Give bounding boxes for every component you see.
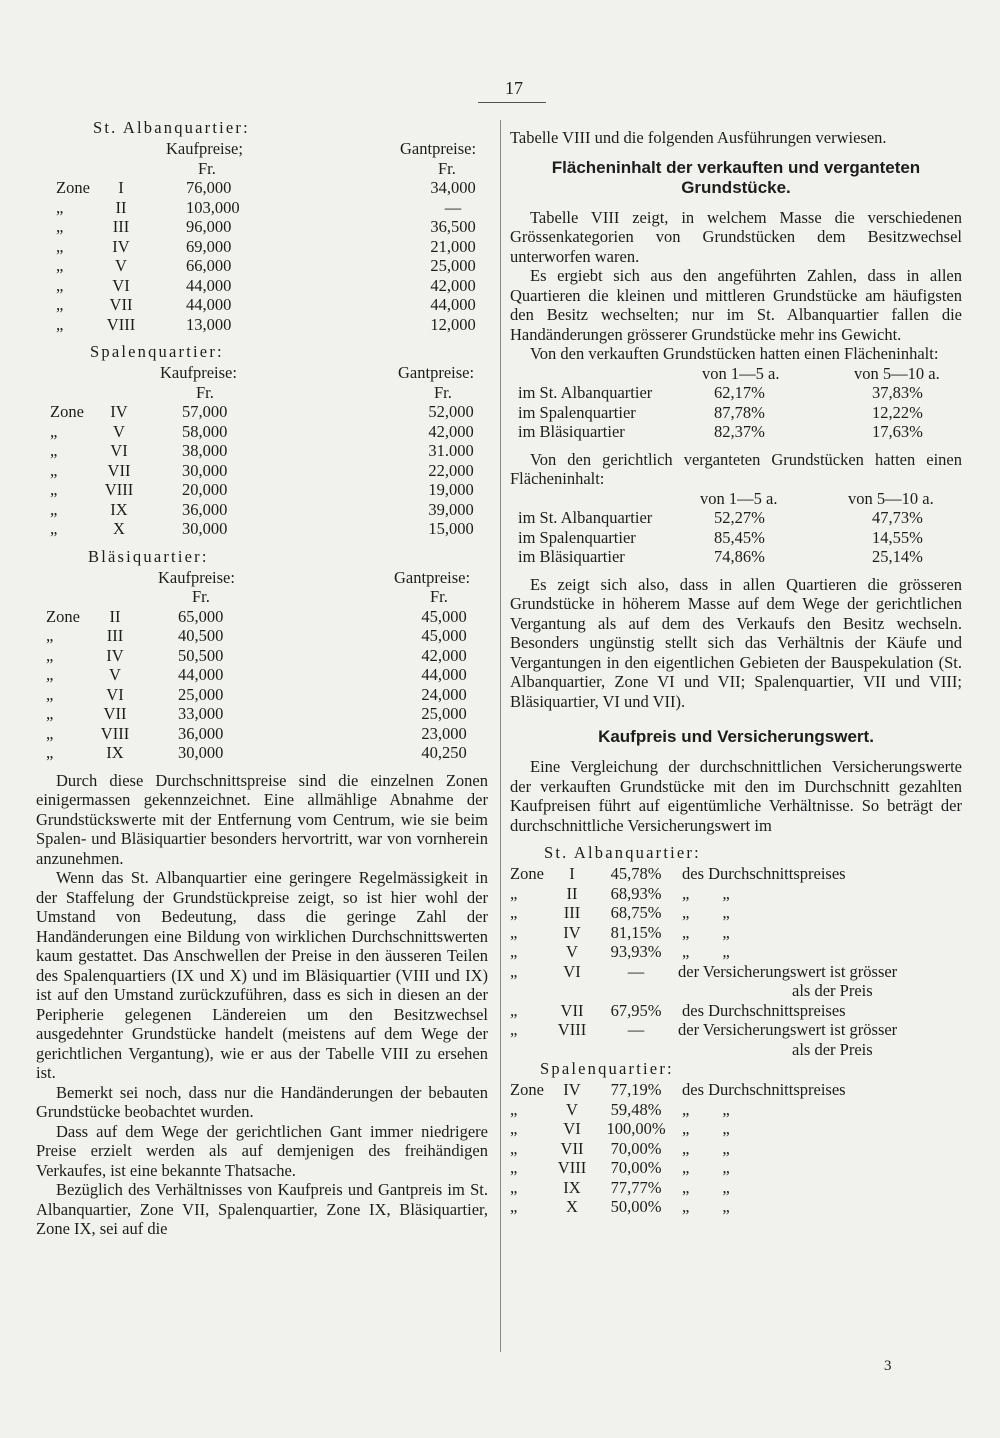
- percent-small: 82,37%: [714, 422, 765, 441]
- table-row: [510, 383, 962, 403]
- table-row: [36, 237, 488, 257]
- paragraph: Wenn das St. Albanquartier eine geringere Regelmässigkeit in der Staffelung der Grundstückpreise zeigt, so ist hier wohl der Umstand von Bedeutung, dass die geringe Zahl der Handänderungen eine Bildung von wirklichen Durchschnittswerten kaum gestattet. Das Anschwellen der Preise in den äusseren Teilen des Spalenquartiers (IX und X) und im Bläsiquartier (VIII und IX) ist auf den Umstand zurückzuführen, dass es sich in diesen an der Peripherie gelegenen Ländereien um den Besitzwechsel ausgedehnter Grundstücke handelt (meistens auf dem Wege der gerichtlichen Vergantung), wie er aus der Tabelle VIII zu ersehen ist.: [36, 868, 488, 1082]
- table-row: [36, 402, 488, 422]
- quarter-title: St. Albanquartier:: [544, 843, 701, 862]
- column-header: von 1—5 a.: [702, 363, 780, 383]
- zone-numeral: IX: [563, 1177, 581, 1197]
- kaufpreis-value: 44,000: [186, 275, 232, 295]
- percent-value: 50,00%: [610, 1197, 662, 1216]
- table-row: [510, 1119, 962, 1139]
- kauf-label: Kaufpreise:: [158, 567, 235, 587]
- gantpreis-value: 42,000: [428, 421, 474, 441]
- zone-label: „: [46, 645, 54, 665]
- table-row: [510, 528, 962, 548]
- gantpreis-value: 45,000: [421, 626, 467, 645]
- zone-label: „: [510, 883, 518, 903]
- gantpreis-value: 44,000: [430, 295, 476, 314]
- column-divider: [500, 120, 501, 1352]
- zone-numeral: II: [566, 883, 578, 903]
- kaufpreis-value: 30,000: [182, 519, 228, 538]
- table-row: [36, 665, 488, 685]
- kaufpreis-value: 30,000: [182, 460, 228, 480]
- kaufpreis-value: 40,500: [178, 626, 224, 645]
- zone-label: „: [46, 723, 54, 743]
- table-row: [510, 508, 962, 528]
- zone-label: „: [510, 1138, 518, 1158]
- percent-small: 87,78%: [714, 402, 765, 422]
- sheet-number: 3: [884, 1358, 892, 1374]
- quarter-name: im Bläsiquartier: [518, 547, 625, 566]
- zone-label: „: [46, 743, 54, 762]
- zone-label: „: [46, 665, 54, 684]
- quarter-title: Bläsiquartier:: [88, 546, 209, 566]
- percent-value: 93,93%: [610, 942, 662, 961]
- gantpreis-value: 31.000: [428, 441, 474, 460]
- zone-label: „: [510, 1119, 518, 1138]
- zone-numeral: I: [118, 178, 124, 197]
- gant-label: Gantpreise:: [394, 567, 471, 587]
- percent-value: —: [627, 961, 645, 981]
- table-row: [36, 441, 488, 461]
- zone-label: Zone: [46, 606, 80, 626]
- blaesiquartier-price-table: [36, 547, 488, 763]
- table-row: [510, 903, 962, 923]
- zone-label: „: [50, 499, 58, 519]
- zone-numeral: IV: [563, 1080, 581, 1099]
- table-row: [36, 500, 488, 520]
- table-row: [510, 403, 962, 423]
- table-row: [36, 256, 488, 276]
- right-column: [510, 128, 962, 1217]
- description-text: „ „: [682, 1119, 730, 1138]
- table-row: [510, 547, 962, 567]
- page-number: 17: [505, 78, 523, 98]
- paragraph: Es zeigt sich also, dass in allen Quartieren die grösseren Grundstücke in höherem Masse auf dem Wege der gerichtlichen Vergantung als auf dem des Verkaufs den Besitz wechseln. Besonders ungünstig stellt sich das Verhältnis der Käufe und Vergantungen in den eigentlichen Gebieten der Bauspekulation (St. Albanquartier, Zone VI und VII; Spalenquartier, VII und VIII; Bläsiquartier, VI und VII).: [510, 574, 962, 711]
- zone-label: „: [56, 256, 64, 275]
- zone-label: Zone: [510, 864, 544, 883]
- description-text: als der Preis: [792, 1039, 873, 1059]
- kaufpreis-value: 44,000: [186, 295, 232, 314]
- zone-numeral: VI: [563, 1119, 581, 1138]
- column-header: von 5—10 a.: [848, 488, 934, 508]
- insurance-table-alban: [510, 843, 962, 1059]
- zone-label: „: [50, 519, 58, 538]
- table-row: [510, 1158, 962, 1178]
- percent-value: 45,78%: [610, 864, 662, 883]
- zone-numeral: X: [566, 1197, 578, 1216]
- kaufpreis-value: 57,000: [182, 402, 228, 421]
- zone-label: „: [510, 961, 518, 981]
- table-row: [36, 315, 488, 335]
- description-text: „ „: [682, 883, 730, 903]
- zone-numeral: V: [566, 942, 578, 961]
- description-text: des Durchschnittspreises: [682, 1080, 846, 1099]
- table-row: [510, 1020, 962, 1040]
- percent-value: 67,95%: [610, 1000, 662, 1020]
- unit-label: Fr.: [434, 382, 452, 402]
- table-row: [36, 685, 488, 705]
- gantpreis-value: 15,000: [428, 519, 474, 538]
- quarter-name: im St. Albanquartier: [518, 383, 653, 402]
- quarter-name: im Spalenquartier: [518, 402, 636, 422]
- zone-label: „: [46, 684, 54, 704]
- zone-numeral: VIII: [106, 314, 136, 334]
- percent-medium: 25,14%: [872, 547, 923, 566]
- zone-label: „: [56, 295, 64, 314]
- zone-numeral: X: [113, 519, 125, 538]
- zone-label: Zone: [56, 178, 90, 197]
- kauf-label: Kaufpreise;: [166, 139, 243, 158]
- unit-label: Fr.: [438, 158, 456, 178]
- description-text: „ „: [682, 1177, 730, 1197]
- zone-label: „: [510, 1158, 518, 1177]
- percent-value: 100,00%: [606, 1119, 666, 1138]
- kaufpreis-value: 44,000: [178, 665, 224, 684]
- unit-label: Fr.: [192, 587, 210, 606]
- table-row: [36, 422, 488, 442]
- description-text: „ „: [682, 1138, 730, 1158]
- zone-label: „: [50, 421, 58, 441]
- description-text: „ „: [682, 903, 730, 922]
- description-text: der Versicherungswert ist grösser: [678, 961, 898, 981]
- description-text: des Durchschnittspreises: [682, 864, 846, 883]
- zone-numeral: IV: [112, 236, 130, 256]
- kaufpreis-value: 65,000: [178, 606, 224, 626]
- paragraph: Bemerkt sei noch, dass nur die Handänderungen der bebauten Grundstücke beobachtet wurden.: [36, 1082, 488, 1121]
- kaufpreis-value: 38,000: [182, 441, 228, 460]
- kaufpreis-value: 30,000: [178, 743, 224, 762]
- quarter-name: im Bläsiquartier: [518, 422, 625, 441]
- zone-label: „: [46, 704, 54, 723]
- percent-value: 70,00%: [610, 1158, 662, 1177]
- percent-medium: 17,63%: [872, 422, 923, 441]
- kaufpreis-value: 36,000: [182, 499, 228, 519]
- percent-small: 52,27%: [714, 508, 765, 527]
- table-row: [36, 646, 488, 666]
- left-column: [36, 118, 488, 1239]
- gantpreis-value: 42,000: [430, 275, 476, 295]
- table-row: [510, 1100, 962, 1120]
- zone-numeral: VI: [563, 961, 581, 981]
- zone-numeral: IV: [110, 402, 128, 421]
- kaufpreis-value: 58,000: [182, 421, 228, 441]
- zone-numeral: VIII: [557, 1020, 587, 1039]
- paragraph: Durch diese Durchschnittspreise sind die einzelnen Zonen einigermassen gekennzeichnet. Eine allmählige Abnahme der Grundstückswerte mit der Entfernung vom Centrum, wie sie beim Spalen- und Bläsiquartier besonders hervortritt, war von vornherein anzunehmen.: [36, 770, 488, 868]
- table-row: [510, 864, 962, 884]
- zone-label: „: [50, 441, 58, 460]
- unit-label: Fr.: [430, 587, 448, 606]
- zone-label: „: [510, 1099, 518, 1119]
- zone-label: „: [56, 236, 64, 256]
- paragraph: Von den verkauften Grundstücken hatten einen Flächeninhalt:: [530, 344, 939, 363]
- zone-numeral: V: [113, 421, 125, 441]
- table-row: [36, 295, 488, 315]
- paragraph: Bezüglich des Verhältnisses von Kaufpreis und Gantpreis im St. Albanquartier, Zone VII, Spalenquartier, Zone IX, Bläsiquartier, Zone IX, sei auf die: [36, 1180, 488, 1238]
- gantpreis-value: 39,000: [428, 499, 474, 519]
- table-row: [36, 704, 488, 724]
- gantpreis-value: 19,000: [428, 480, 474, 499]
- table-row: [36, 519, 488, 539]
- table-row: [510, 962, 962, 982]
- zone-label: „: [50, 480, 58, 499]
- table-row: [36, 607, 488, 627]
- description-text: der Versicherungswert ist grösser: [678, 1020, 898, 1039]
- table-row: [36, 626, 488, 646]
- zone-numeral: VII: [103, 704, 127, 723]
- percent-medium: 12,22%: [872, 402, 923, 422]
- column-header: von 1—5 a.: [700, 488, 778, 508]
- area-table-vergantet: [510, 489, 962, 567]
- kaufpreis-value: 33,000: [178, 704, 224, 723]
- area-table-verkauft: [510, 364, 962, 442]
- zone-numeral: VII: [560, 1000, 584, 1020]
- zone-label: „: [56, 217, 64, 236]
- section-heading: Kaufpreis und Versicherungswert.: [598, 727, 874, 746]
- table-row: [36, 178, 488, 198]
- column-header: von 5—10 a.: [854, 363, 940, 383]
- table-row: [510, 422, 962, 442]
- table-row: [36, 724, 488, 744]
- zone-label: Zone: [50, 402, 84, 421]
- paragraph: Tabelle VIII und die folgenden Ausführungen verwiesen.: [510, 128, 887, 147]
- quarter-title: St. Albanquartier:: [93, 118, 250, 137]
- description-text: „ „: [682, 1197, 730, 1216]
- zone-label: „: [510, 942, 518, 961]
- kaufpreis-value: 25,000: [178, 684, 224, 704]
- zone-numeral: IV: [563, 922, 581, 942]
- zone-label: „: [510, 1000, 518, 1020]
- gantpreis-value: 42,000: [421, 645, 467, 665]
- albanquartier-price-table: [36, 118, 488, 334]
- table-row: [510, 1080, 962, 1100]
- gantpreis-value: 52,000: [428, 402, 474, 421]
- gantpreis-value: 45,000: [421, 606, 467, 626]
- zone-numeral: III: [563, 903, 581, 922]
- table-row: [510, 942, 962, 962]
- percent-value: 59,48%: [610, 1099, 662, 1119]
- zone-numeral: VII: [109, 295, 133, 314]
- zone-numeral: V: [109, 665, 121, 684]
- zone-numeral: V: [115, 256, 127, 275]
- zone-numeral: VII: [107, 460, 131, 480]
- gantpreis-value: 24,000: [421, 684, 467, 704]
- zone-numeral: III: [106, 626, 124, 645]
- unit-label: Fr.: [198, 158, 216, 178]
- percent-medium: 37,83%: [872, 383, 923, 402]
- kaufpreis-value: 13,000: [186, 314, 232, 334]
- zone-label: „: [510, 1177, 518, 1197]
- gantpreis-value: 12,000: [430, 314, 476, 334]
- zone-label: „: [510, 903, 518, 922]
- zone-numeral: IV: [106, 645, 124, 665]
- kaufpreis-value: 69,000: [186, 236, 232, 256]
- percent-value: 70,00%: [610, 1138, 662, 1158]
- zone-label: „: [56, 197, 64, 217]
- gantpreis-value: 25,000: [430, 256, 476, 275]
- description-text: „ „: [682, 942, 730, 961]
- percent-small: 85,45%: [714, 527, 765, 547]
- zone-numeral: I: [569, 864, 575, 883]
- table-row: [36, 198, 488, 218]
- paragraph: Dass auf dem Wege der gerichtlichen Gant immer niedrigere Preise erzielt werden als auf demjenigen des freihändigen Verkaufes, ist eine bekannte Thatsache.: [36, 1121, 488, 1180]
- kaufpreis-value: 76,000: [186, 178, 232, 197]
- zone-label: „: [510, 1197, 518, 1216]
- table-row: [510, 923, 962, 943]
- paragraph: Von den gerichtlich verganteten Grundstücken hatten einen Flächeninhalt:: [510, 449, 962, 488]
- zone-label: „: [46, 626, 54, 645]
- percent-value: 68,75%: [610, 903, 662, 922]
- quarter-title: Spalenquartier:: [90, 342, 224, 361]
- gant-label: Gantpreise:: [398, 363, 475, 382]
- zone-label: Zone: [510, 1080, 544, 1099]
- gantpreis-value: 40,250: [421, 743, 467, 762]
- unit-label: Fr.: [196, 382, 214, 402]
- description-text: „ „: [682, 1158, 730, 1177]
- quarter-title: Spalenquartier:: [540, 1059, 674, 1078]
- description-text: als der Preis: [792, 981, 873, 1000]
- gant-label: Gantpreise:: [400, 139, 477, 158]
- zone-numeral: VII: [560, 1138, 584, 1158]
- zone-numeral: VI: [112, 275, 130, 295]
- percent-small: 62,17%: [714, 383, 765, 402]
- paragraph: Eine Vergleichung der durchschnittlichen Versicherungswerte der verkauften Grundstücke mit den im Durchschnitt gezahlten Kaufpreisen führt auf eigentümliche Verhältnisse. So beträgt der durchschnittliche Versicherungswert im: [510, 757, 962, 835]
- zone-label: „: [50, 460, 58, 480]
- zone-numeral: IX: [106, 743, 124, 762]
- table-row: [510, 1178, 962, 1198]
- zone-label: „: [510, 922, 518, 942]
- zone-label: „: [510, 1020, 518, 1039]
- percent-value: 68,93%: [610, 883, 662, 903]
- kauf-label: Kaufpreise:: [160, 363, 237, 382]
- table-row: [510, 1197, 962, 1217]
- zone-numeral: VIII: [100, 723, 130, 743]
- kaufpreis-value: 20,000: [182, 480, 228, 499]
- table-row: [36, 461, 488, 481]
- table-row: [510, 1001, 962, 1021]
- zone-numeral: VIII: [104, 480, 134, 499]
- table-row: [36, 743, 488, 763]
- quarter-name: im St. Albanquartier: [518, 508, 653, 527]
- percent-value: —: [627, 1020, 645, 1039]
- description-text: „ „: [682, 922, 730, 942]
- zone-numeral: II: [109, 606, 121, 626]
- table-row: [510, 1040, 962, 1060]
- kaufpreis-value: 66,000: [186, 256, 232, 275]
- gantpreis-value: 25,000: [421, 704, 467, 723]
- gantpreis-value: 36,500: [430, 217, 476, 236]
- table-row: [510, 981, 962, 1001]
- table-row: [36, 276, 488, 296]
- zone-numeral: II: [115, 197, 127, 217]
- zone-numeral: VIII: [557, 1158, 587, 1177]
- paragraph: Tabelle VIII zeigt, in welchem Masse die verschiedenen Grössenkategorien von Grundstücken dem Besitzwechsel unterworfen waren.: [510, 207, 962, 266]
- description-text: des Durchschnittspreises: [682, 1000, 846, 1020]
- table-row: [510, 1139, 962, 1159]
- percent-value: 77,77%: [610, 1177, 662, 1197]
- gantpreis-value: 34,000: [430, 178, 476, 197]
- gantpreis-value: 23,000: [421, 723, 467, 743]
- quarter-name: im Spalenquartier: [518, 527, 636, 547]
- gantpreis-value: —: [444, 197, 462, 217]
- zone-numeral: IX: [110, 499, 128, 519]
- percent-small: 74,86%: [714, 547, 765, 566]
- paragraph: Es ergiebt sich aus den angeführten Zahlen, dass in allen Quartieren die kleinen und mittleren Grundstücke am häufigsten den Besitz wechselten; nur im St. Albanquartier fallen die Handänderungen grösserer Grundstücke mehr ins Gewicht.: [510, 266, 962, 344]
- gantpreis-value: 22,000: [428, 460, 474, 480]
- percent-medium: 14,55%: [872, 527, 923, 547]
- kaufpreis-value: 103,000: [186, 197, 240, 217]
- percent-value: 81,15%: [610, 922, 662, 942]
- zone-numeral: VI: [106, 684, 124, 704]
- zone-numeral: VI: [110, 441, 128, 460]
- kaufpreis-value: 50,500: [178, 645, 224, 665]
- section-heading: Flächeninhalt der verkauften und verganteten Grundstücke.: [551, 157, 921, 197]
- insurance-table-spalen: [510, 1059, 962, 1217]
- kaufpreis-value: 96,000: [186, 217, 232, 236]
- percent-value: 77,19%: [610, 1080, 662, 1099]
- kaufpreis-value: 36,000: [178, 723, 224, 743]
- table-row: [36, 217, 488, 237]
- zone-numeral: III: [112, 217, 130, 236]
- zone-label: „: [56, 275, 64, 295]
- table-row: [510, 884, 962, 904]
- description-text: „ „: [682, 1099, 730, 1119]
- spalenquartier-price-table: [36, 342, 488, 539]
- gantpreis-value: 44,000: [421, 665, 467, 684]
- gantpreis-value: 21,000: [430, 236, 476, 256]
- table-row: [36, 480, 488, 500]
- page-number-rule: [478, 102, 546, 103]
- percent-medium: 47,73%: [872, 508, 923, 527]
- zone-label: „: [56, 314, 64, 334]
- zone-numeral: V: [566, 1099, 578, 1119]
